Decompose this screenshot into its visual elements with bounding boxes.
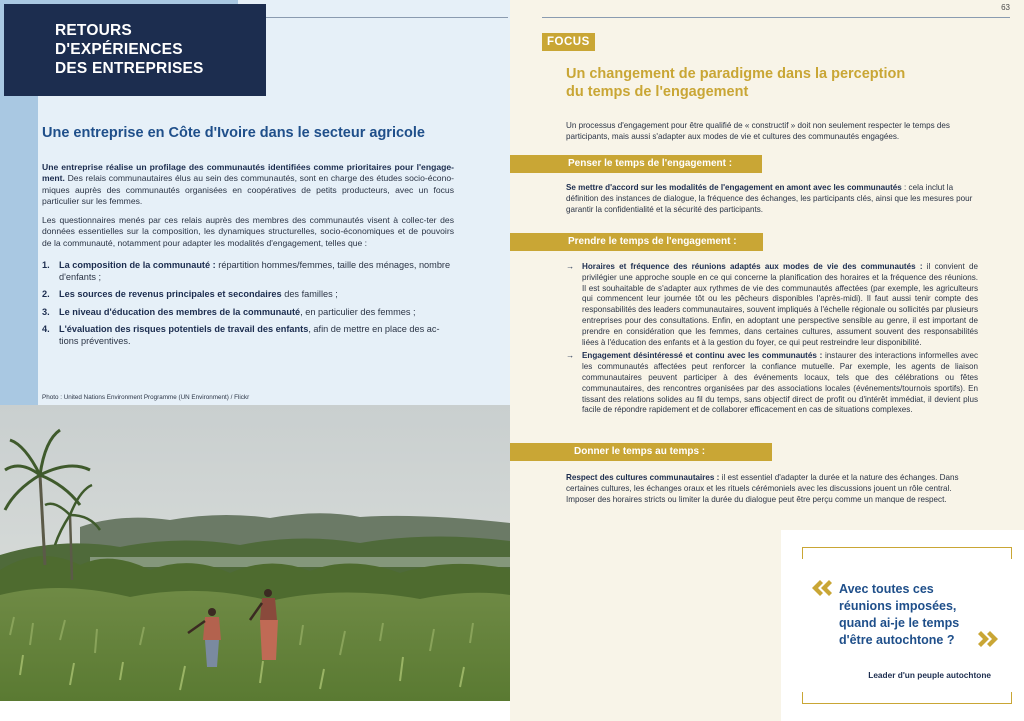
focus-badge: FOCUS <box>542 33 595 51</box>
top-rule <box>266 17 508 18</box>
list-item-text: répartition hommes/femmes, taille des ménages, nombre d'enfants ; <box>59 260 451 283</box>
list-item-bold: Les sources de revenus principales et secondaires <box>59 289 282 300</box>
take-time-bullets <box>566 262 978 419</box>
list-item-number: 3. <box>42 306 50 317</box>
top-rule <box>542 17 1010 18</box>
list-item-text: , en particulier des femmes ; <box>300 306 416 317</box>
intro-paragraph-text: Des relais communautaires élus au sein des communautés, sont en charge des études socio-écono-miques auprès des communautés organisées en coopératives de petits producteurs, avec un focus particulier sur les femmes. <box>42 173 454 206</box>
give-time-paragraph <box>566 473 976 505</box>
quote-text: Avec toutes ces réunions imposées, quand ai-je le temps d'être autochtone ? <box>839 582 960 647</box>
list-item-bold: La composition de la communauté : <box>59 260 216 270</box>
intro-paragraph <box>42 162 454 207</box>
left-page <box>0 0 510 721</box>
chapter-header-line-3: DES ENTREPRISES <box>55 60 204 77</box>
section-band-take-time: Prendre le temps de l'engagement : <box>510 233 763 251</box>
intro-paragraph-bold: Une entreprise réalise un profilage des communautés identifiées comme prioritaires pour l'engage-ment. <box>42 162 454 184</box>
bullet-item <box>566 351 978 416</box>
section-title: Une entreprise en Côte d'Ivoire dans le secteur agricole <box>42 125 425 141</box>
arrow-icon: → <box>566 351 575 361</box>
list-item-bold: L'évaluation des risques potentiels de travail des enfants <box>59 323 309 334</box>
focus-title-line-2: du temps de l'engagement <box>566 84 749 100</box>
list-item <box>42 259 454 283</box>
chapter-header-line-2: D'EXPÉRIENCES <box>55 41 183 58</box>
engagement-modalities-list <box>42 259 454 352</box>
list-item <box>42 323 454 347</box>
quote-author: Leader d'un peuple autochtone <box>868 670 991 680</box>
list-item-text: , afin de mettre en place des ac-tions préventives. <box>59 323 440 347</box>
open-quote-icon <box>810 578 832 598</box>
quote-box <box>781 530 1024 721</box>
list-item-text: des familles ; <box>281 289 338 300</box>
bullet-bold: Horaires et fréquence des réunions adaptés aux modes de vie des communautés : <box>582 262 923 271</box>
quote-frame-top <box>802 547 1012 559</box>
section-band-give-time: Donner le temps au temps : <box>510 443 772 461</box>
think-time-bold: Se mettre d'accord sur les modalités de l'engagement en amont avec les communautés <box>566 183 902 192</box>
page-number: 63 <box>1001 3 1010 12</box>
bullet-bold: Engagement désintéressé et continu avec les communautés : <box>582 351 823 361</box>
bullet-text: instaurer des interactions informelles avec les communautés affectées peut renforcer la confiance mutuelle. Par exemple, les agents de liaison communautaires peuvent participer à des événements locaux, tels que des célébrations ou fêtes communautaires, des rencontres organisées par des associations locales (événements/tournois sportifs). En tissant des relations solides au fil du temps, sans objectif direct de profit ou d'intérêt immédiat, il devient plus facile de répondre rapidement et de collaborer efficacement en cas de situations complexes. <box>582 351 978 415</box>
list-item-number: 2. <box>42 289 50 300</box>
think-time-text: : cela inclut la définition des instances de dialogue, la fréquence des échanges, les participants clés, ainsi que les mesures pour garantir la confidentialité et la sécurité des participants. <box>566 183 973 214</box>
photo-credit: Photo : United Nations Environment Programme (UN Environment) / Flickr <box>42 394 250 401</box>
list-item-bold: Le niveau d'éducation des membres de la communauté <box>59 306 301 317</box>
field-photo <box>0 405 510 701</box>
chapter-header-line-1: RETOURS <box>55 22 132 39</box>
close-quote-icon <box>978 629 1000 649</box>
questionnaire-paragraph: Les questionnaires menés par ces relais auprès des membres des communautés visent à collec-ter des données essentielles sur la composition, les dynamiques structurelles, socio-économiques et de pouvoirs de la communauté, notamment pour adapter les modalités d'engagement, telles que : <box>42 215 454 248</box>
give-time-text: il est essentiel d'adapter la durée et la nature des échanges. Dans certaines cultures, les échanges oraux et les rituels cérémoniels avec les discussions jouent un rôle central. Imposer des horaires stricts ou limiter la durée du dialogue peut être perçu comme un manque de respect. <box>566 473 959 504</box>
arrow-icon: → <box>566 262 575 271</box>
list-item-number: 4. <box>42 323 50 334</box>
focus-intro: Un processus d'engagement pour être qualifié de « constructif » doit non seulement respecter le temps des participants, mais aussi s'adapter aux modes de vie et cultures des communautés engagées. <box>566 121 950 141</box>
think-time-paragraph <box>566 183 976 215</box>
give-time-bold: Respect des cultures communautaires : <box>566 473 720 482</box>
section-band-think-time: Penser le temps de l'engagement : <box>510 155 762 173</box>
focus-title <box>566 65 986 101</box>
focus-title-line-1: Un changement de paradigme dans la perception <box>566 66 906 82</box>
quote-frame-bottom <box>802 692 1012 704</box>
list-item <box>42 288 454 300</box>
list-item <box>42 306 454 318</box>
bullet-item <box>566 262 978 348</box>
chapter-header-box <box>4 4 266 96</box>
list-item-number: 1. <box>42 260 50 270</box>
bullet-text: il convient de privilégier une approche souple en ce qui concerne la planification des horaires et la fréquence des réunions. Il est souhaitable de s'adapter aux rythmes de vie des communautés affectées (par exemple, les agriculteurs qui commencent leur journée tôt ou les pêcheurs disponibles l'après-midi). Il faut aussi tenir compte des responsabilités des leaders communautaires, souvent impliqués à l'échelle régionale ou sollicités par plusieurs entreprises pour des consultations. Enfin, en adoptant une perspective sensible au genre, il est important de prendre en considération que les femmes, dans certaines cultures, assument souvent des responsabilités liées à l'éducation des enfants et à la gestion du foyer, ce qui peut restreindre leur disponibilité. <box>582 262 978 347</box>
